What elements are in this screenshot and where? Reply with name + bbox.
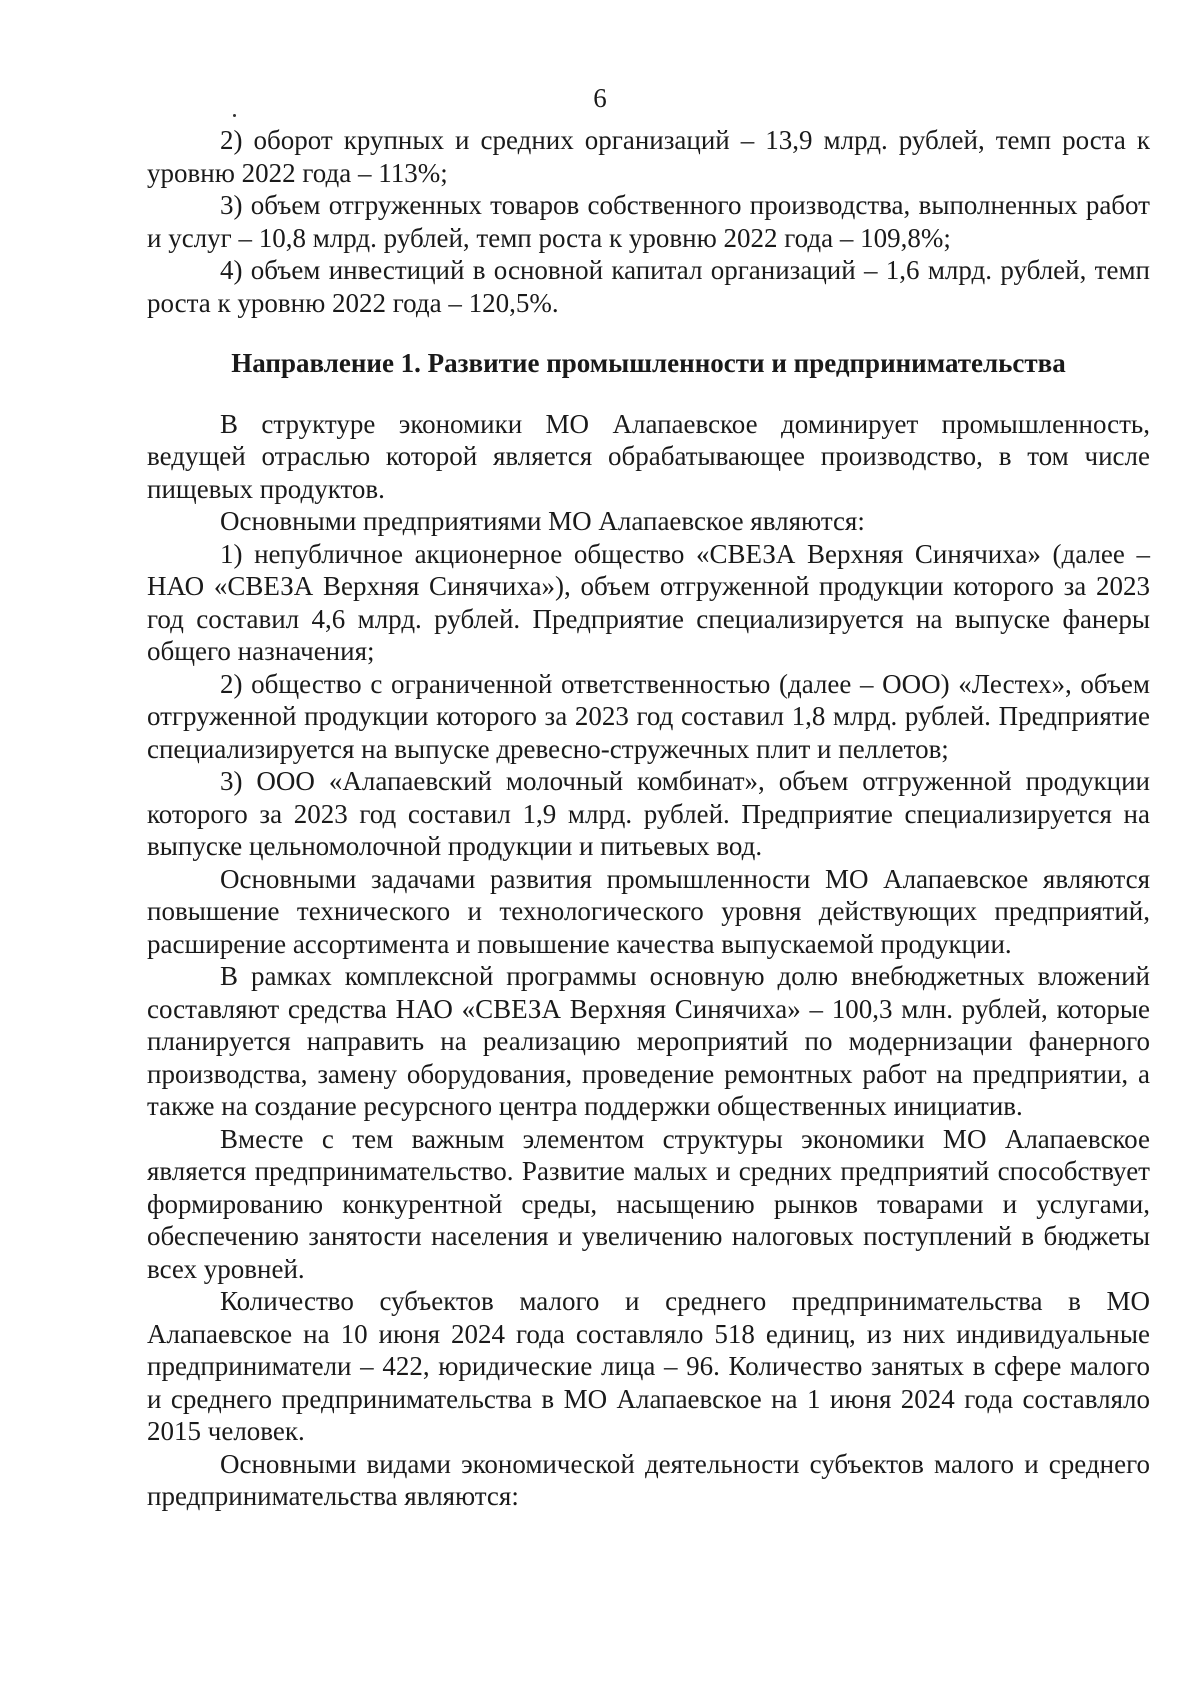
list-item-dairy-plant: 3) ООО «Алапаевский молочный комбинат», объем отгруженной продукции которого за 2023 год составил 1,9 млрд. рублей. Предприятие специализируется на выпуске цельномолочной продукции и питьевых вод. <box>147 766 1150 861</box>
document-body <box>147 124 1150 1513</box>
paragraph-economy-structure: В структуре экономики МО Алапаевское доминирует промышленность, ведущей отраслью которой является обрабатывающее производство, в том числе пищевых продуктов. <box>147 408 1150 504</box>
paragraph-entrepreneurship: Вместе с тем важным элементом структуры экономики МО Алапаевское является предпринимательство. Развитие малых и средних предприятий способствует формированию конкурентной среды, насыщению рынков товарами и услугами, обеспечению занятости населения и увеличению налоговых поступлений в бюджеты всех уровней. <box>147 1123 1150 1284</box>
section-heading: Направление 1. Развитие промышленности и предпринимательства <box>231 348 1066 378</box>
page-number: 6 <box>593 83 607 113</box>
paragraph-sme-count: Количество субъектов малого и среднего предпринимательства в МО Алапаевское на 10 июня 2024 года составляло 518 единиц, из них индивидуальные предприниматели – 422, юридические лица – 96. Количество занятых в сфере малого и среднего предпринимательства в МО Алапаевское на 1 июня 2024 года составляло 2015 человек. <box>147 1286 1150 1446</box>
list-item-turnover: 2) оборот крупных и средних организаций – 13,9 млрд. рублей, темп роста к уровню 2022 года – 113%; <box>147 125 1150 188</box>
scan-speck <box>233 114 236 117</box>
paragraph-main-enterprises-intro: Основными предприятиями МО Алапаевское являются: <box>220 506 865 536</box>
list-item-lestekh: 2) общество с ограниченной ответственностью (далее – ООО) «Лестех», объем отгруженной продукции которого за 2023 год составил 1,8 млрд. рублей. Предприятие специализируется на выпуске древесно-стружечных плит и пеллетов; <box>147 668 1150 764</box>
paragraph-sme-activities: Основными видами экономической деятельности субъектов малого и среднего предпринимательства являются: <box>147 1448 1150 1511</box>
list-item-sveza: 1) непубличное акционерное общество «СВЕЗА Верхняя Синячиха» (далее – НАО «СВЕЗА Верхняя Синячиха»), объем отгруженной продукции которого за 2023 год составил 4,6 млрд. рублей. Предприятие специализируется на выпуске фанеры общего назначения; <box>147 538 1150 666</box>
paragraph-industry-tasks: Основными задачами развития промышленности МО Алапаевское являются повышение технического и технологического уровня действующих предприятий, расширение ассортимента и повышение качества выпускаемой продукции. <box>147 863 1150 959</box>
list-item-investments: 4) объем инвестиций в основной капитал организаций – 1,6 млрд. рублей, темп роста к уровню 2022 года – 120,5%. <box>147 255 1150 318</box>
paragraph-extrabudgetary-investments: В рамках комплексной программы основную долю внебюджетных вложений составляют средства НАО «СВЕЗА Верхняя Синячиха» – 100,3 млн. рублей, которые планируется направить на реализацию мероприятий по модернизации фанерного производства, замену оборудования, проведение ремонтных работ на предприятии, а также на создание ресурсного центра поддержки общественных инициатив. <box>147 961 1150 1121</box>
list-item-shipped-goods: 3) объем отгруженных товаров собственного производства, выполненных работ и услуг – 10,8 млрд. рублей, темп роста к уровню 2022 года – 109,8%; <box>147 190 1150 253</box>
